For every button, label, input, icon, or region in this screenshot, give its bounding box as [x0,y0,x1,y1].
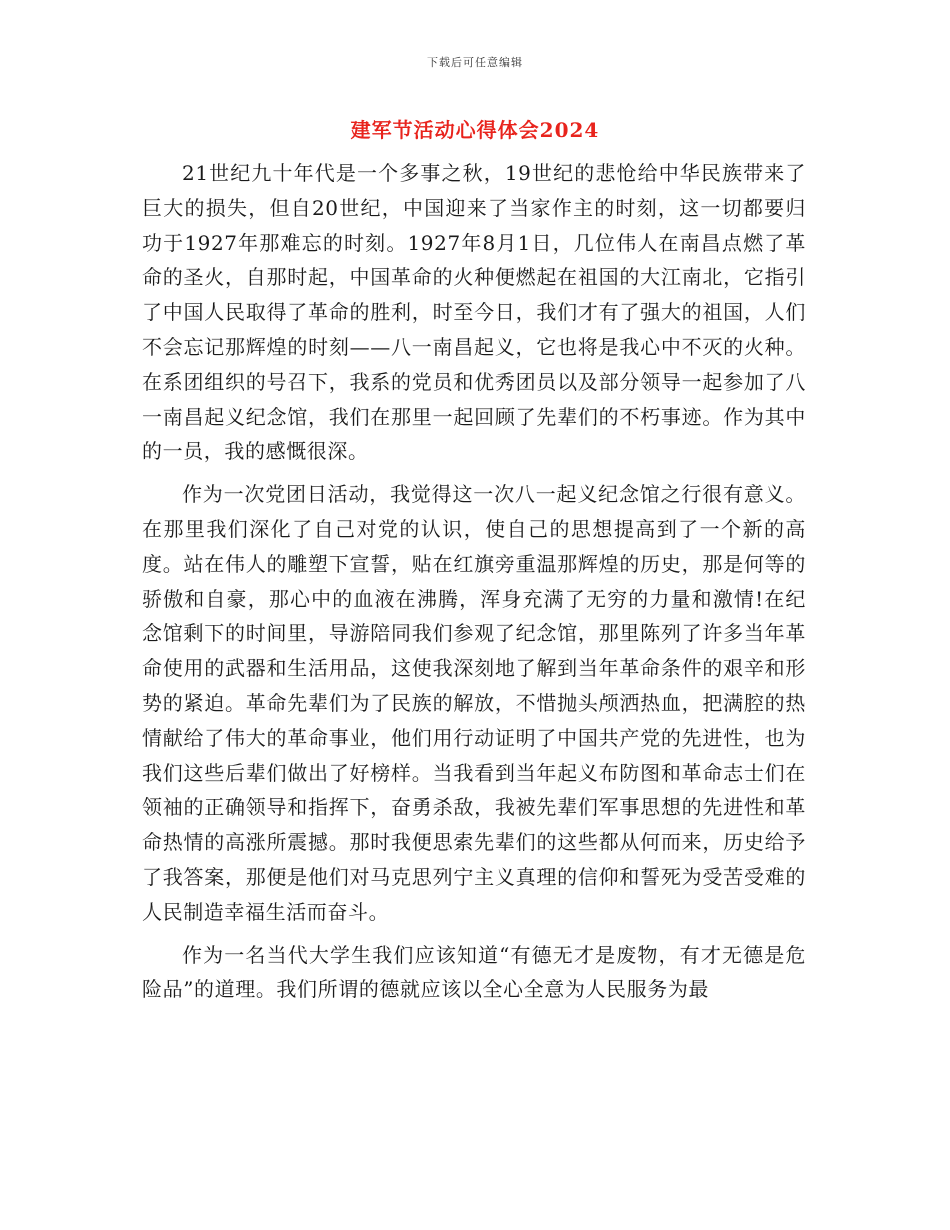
paragraph: 作为一次党团日活动，我觉得这一次八一起义纪念馆之行很有意义。在那里我们深化了自己对党的认识，使自己的思想提高到了一个新的高度。站在伟人的雕塑下宣誓，贴在红旗旁重温那辉煌的历史，那是何等的骄傲和自豪，那心中的血液在沸腾，浑身充满了无穷的力量和激情!在纪念馆剩下的时间里，导游陪同我们参观了纪念馆，那里陈列了许多当年革命使用的武器和生活用品，这使我深刻地了解到当年革命条件的艰辛和形势的紧迫。革命先辈们为了民族的解放，不惜抛头颅洒热血，把满腔的热情献给了伟大的革命事业，他们用行动证明了中国共产党的先进性，也为我们这些后辈们做出了好榜样。当我看到当年起义布防图和革命志士们在领袖的正确领导和指挥下，奋勇杀敌，我被先辈们军事思想的先进性和革命热情的高涨所震撼。那时我便思索先辈们的这些都从何而来，历史给予了我答案，那便是他们对马克思列宁主义真理的信仰和誓死为受苦受难的人民制造幸福生活而奋斗。 [142,482,806,924]
document-body [142,156,806,1015]
paragraph: 作为一名当代大学生我们应该知道“有德无才是废物，有才无德是危险品”的道理。我们所谓的德就应该以全心全意为人民服务为最 [142,942,806,1002]
document-title: 建军节活动心得体会2024 [350,118,600,142]
paragraph: 21世纪九十年代是一个多事之秋，19世纪的悲怆给中华民族带来了巨大的损失，但自20世纪，中国迎来了当家作主的时刻，这一切都要归功于1927年那难忘的时刻。1927年8月1日，几位伟人在南昌点燃了革命的圣火，自那时起，中国革命的火种便燃起在祖国的大江南北，它指引了中国人民取得了革命的胜利，时至今日，我们才有了强大的祖国，人们不会忘记那辉煌的时刻——八一南昌起义，它也将是我心中不灭的火种。在系团组织的号召下，我系的党员和优秀团员以及部分领导一起参加了八一南昌起义纪念馆，我们在那里一起回顾了先辈们的不朽事迹。作为其中的一员，我的感慨很深。 [142,161,806,464]
header-note: 下载后可任意编辑 [427,56,523,69]
